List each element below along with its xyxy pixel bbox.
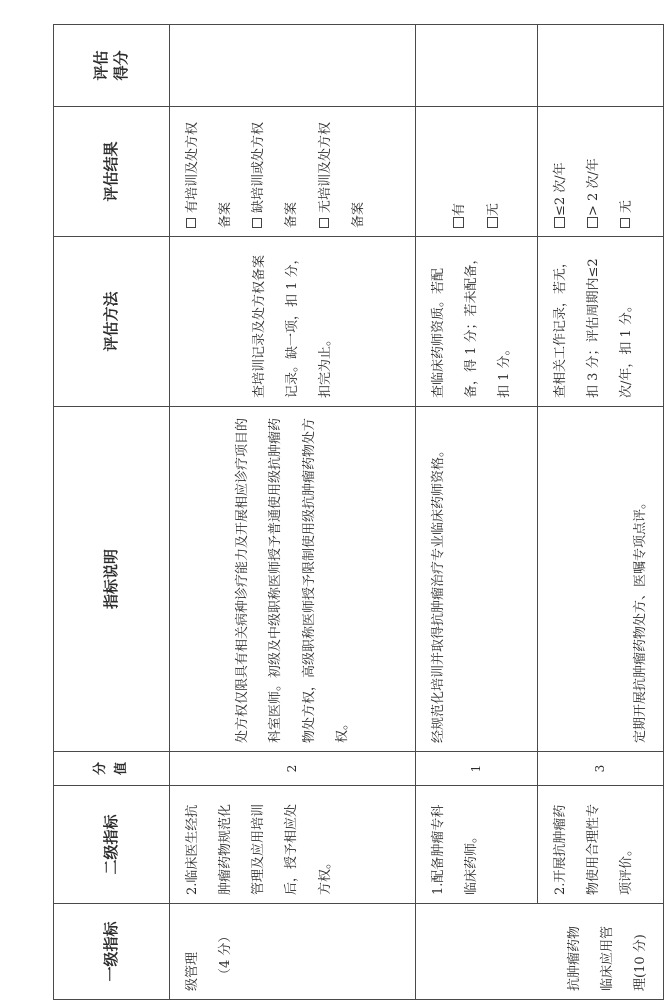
row2-method: 查临床药师资质。若配备，得 1 分；若未配备，扣 1 分。 <box>416 237 538 407</box>
checkbox-icon[interactable] <box>487 217 498 228</box>
row1-points <box>170 25 416 107</box>
row3-level2: 2.开展抗肿瘤药物使用合理性专项评价。 <box>538 786 664 904</box>
row1-level1 <box>170 904 416 1000</box>
row1-level2: 2.临床医生经抗肿瘤药物规范化管理及应用培训后，授予相应处方权。 <box>170 786 416 904</box>
row1-results <box>170 107 416 237</box>
row3-level1-line3: 理(10 分) <box>632 934 648 991</box>
rotated-table-wrapper <box>53 25 663 1000</box>
result-option[interactable]: > 2 次/年 <box>577 115 610 228</box>
row2-description: 经规范化培训并取得抗肿瘤治疗专业临床药师资格。 <box>416 407 538 752</box>
header-description: 指标说明 <box>54 407 170 752</box>
result-option[interactable]: 有 <box>443 115 476 228</box>
row2-score: 1 <box>416 752 538 786</box>
row3-score: 3 <box>538 752 664 786</box>
header-method: 评估方法 <box>54 237 170 407</box>
result-option[interactable]: 无培训及处方权备案 <box>317 121 366 228</box>
row3-level1-line1: 抗肿瘤药物 <box>566 925 582 991</box>
row1-level1-line1: 级管理 <box>185 951 200 991</box>
row3-method: 查相关工作记录，若无，扣 3 分；评估周期内≤2 次/年，扣 1 分。 <box>538 237 664 407</box>
row1-score: 2 <box>170 752 416 786</box>
table-row <box>416 25 538 1000</box>
row3-level1 <box>416 904 664 1000</box>
checkbox-icon[interactable] <box>252 218 262 228</box>
header-row <box>54 25 170 1000</box>
row2-results <box>416 107 538 237</box>
table-row <box>538 25 664 1000</box>
row1-level1-line2: （4 分） <box>218 929 234 981</box>
checkbox-icon[interactable] <box>554 217 565 228</box>
checkbox-icon[interactable] <box>453 217 464 228</box>
checkbox-icon[interactable] <box>587 217 598 228</box>
result-option[interactable]: 无 <box>477 115 510 228</box>
row2-points <box>416 25 538 107</box>
header-points-line2: 得分 <box>111 50 130 81</box>
header-score: 分值 <box>54 752 170 786</box>
row3-points <box>538 25 664 107</box>
row3-description: 定期开展抗肿瘤药物处方、医嘱专项点评。 <box>538 407 664 752</box>
header-points-line1: 评估 <box>92 50 110 81</box>
header-level2: 二级指标 <box>54 786 170 904</box>
result-option[interactable]: ≤2 次/年 <box>544 115 577 228</box>
header-points <box>54 25 170 107</box>
row3-results <box>538 107 664 237</box>
checkbox-icon[interactable] <box>186 218 196 228</box>
result-option[interactable]: 缺培训或处方权备案 <box>251 121 300 228</box>
table-row <box>170 25 416 1000</box>
result-option[interactable]: 无 <box>610 115 643 228</box>
row1-description: 处方权仅限具有相关病种诊疗能力及开展相应诊疗项目的科室医师。初级及中级职称医师授予普通使用级抗肿瘤药物处方权，高级职称医师授予限制使用级抗肿瘤药物处方权。 <box>170 407 416 752</box>
assessment-table <box>53 24 664 1000</box>
result-option[interactable]: 有培训及处方权备案 <box>185 121 234 228</box>
checkbox-icon[interactable] <box>319 218 329 228</box>
checkbox-icon[interactable] <box>620 218 630 228</box>
row1-method: 查培训记录及处方权备案记录。缺一项，扣 1 分，扣完为止。 <box>170 237 416 407</box>
header-level1: 一级指标 <box>54 904 170 1000</box>
header-result: 评估结果 <box>54 107 170 237</box>
row2-level2: 1.配备肿瘤专科临床药师。 <box>416 786 538 904</box>
row3-level1-line2: 临床应用管 <box>599 925 615 991</box>
